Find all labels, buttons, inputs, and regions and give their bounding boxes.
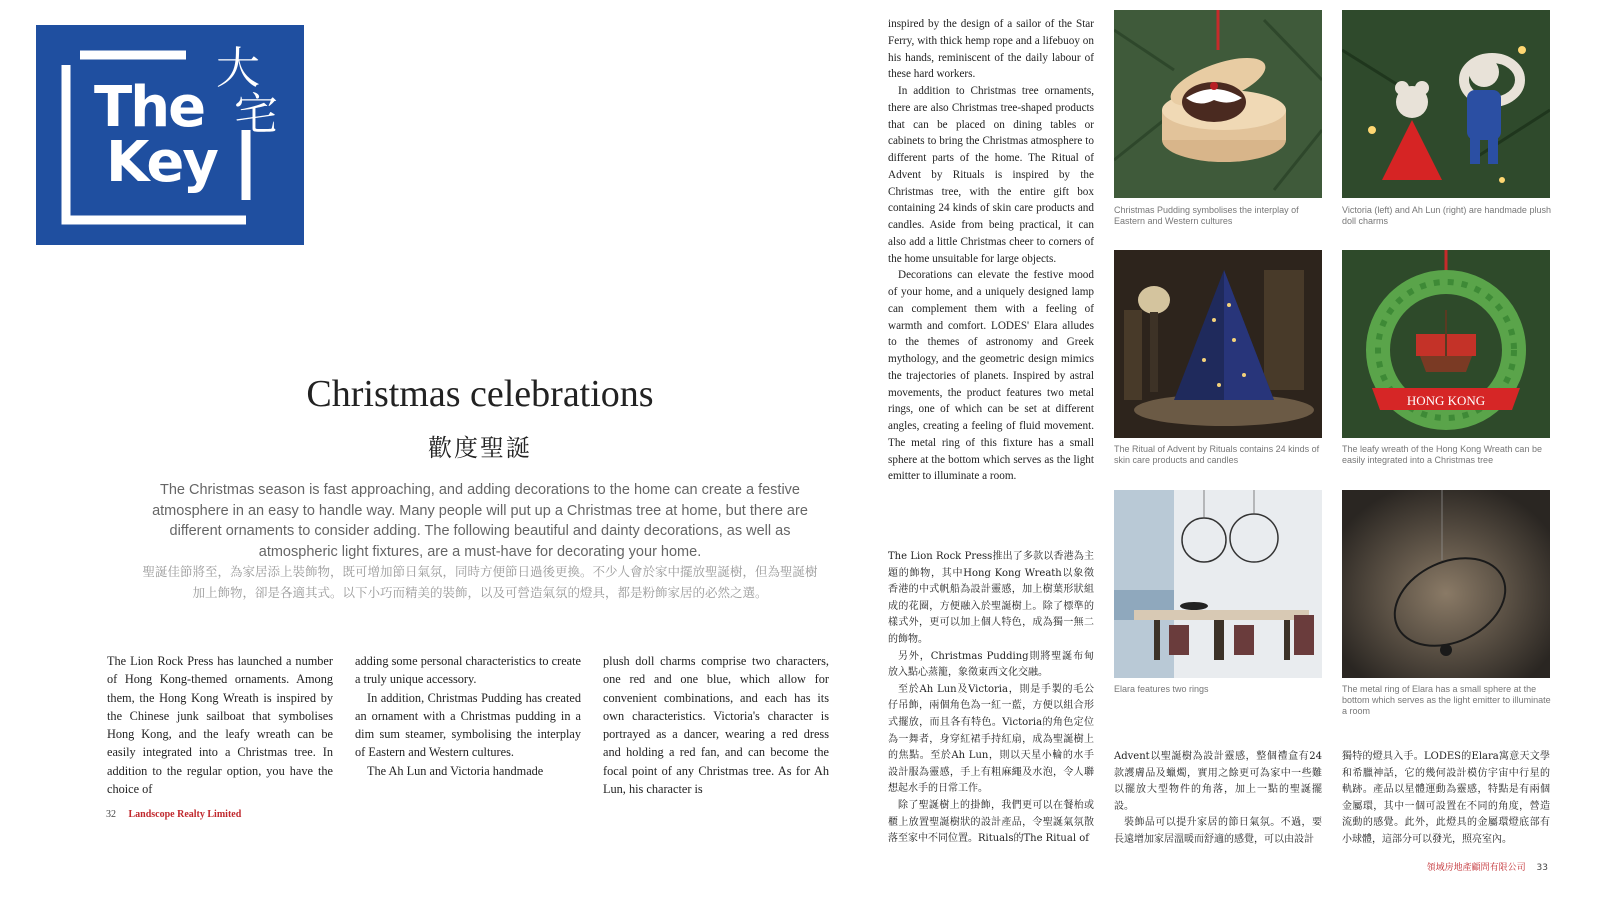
- body-paragraph: plush doll charms comprise two characters, one red and one blue, which allow for convenient combinations, and each has its own characteristics. Victoria's character is portrayed as a dancer, wearing a red dress and holding a red fan, and can become the focal point of any Christmas tree. As for Ah Lun, his character is: [603, 654, 829, 797]
- photo-hong-kong-wreath: [1342, 250, 1550, 438]
- footer-left: [106, 809, 241, 820]
- logo-text-the: The: [94, 75, 205, 140]
- body-paragraph: inspired by the design of a sailor of the Star Ferry, with thick hemp rope and a lifebuoy on his hands, reminiscent of the daily labour of these hard workers.: [888, 18, 1094, 81]
- body-paragraph-cn: 裝飾品可以提升家居的節日氣氛。不過，要長遠增加家居溫暖而舒適的感覺，可以由設計: [1114, 817, 1322, 845]
- chinese-bottom-column-1: [1114, 749, 1322, 849]
- body-paragraph-cn: 至於Ah Lun及Victoria，則是手製的毛公仔吊飾，兩個角色為一紅一藍，方便以組合形式擺放，而且各有特色。Victoria的角色定位為一舞者，身穿紅裙手持紅扇，成為聖誕樹上的焦點。至於Ah Lun，則以天星小輪的水手設計服為靈感，手上有粗麻繩及水泡，令人聯想起水手的日常工作。: [888, 683, 1094, 795]
- the-key-logo: [36, 25, 304, 245]
- photo-elara-ring-lamp: [1342, 490, 1550, 678]
- body-paragraph: In addition to Christmas tree ornaments, there are also Christmas tree-shaped products that can be placed on dining tables or cabinets to bring the Christmas atmosphere to different parts of the home. The Ritual of Advent by Rituals is inspired by the Christmas tree, with the entire gift box containing 24 kinds of skin care products and candles. Aside from being practical, it can also add a little Christmas cheer to corners of the home unsuitable for large objects.: [888, 85, 1094, 265]
- logo-text-cn-2: 宅: [234, 89, 278, 140]
- body-paragraph-cn: 另外，Christmas Pudding則將聖誕布甸放入點心蒸籠，象徵東西文化交融。: [888, 650, 1094, 679]
- body-column-1: [107, 652, 333, 798]
- body-paragraph-cn: 獨特的燈具入手。LODES的Elara寓意天文學和希臘神話，它的幾何設計模仿宇宙中行星的軌跡。產品以星體運動為靈感，特點是有兩個金屬環，其中一個可設置在不同的角度，營造流動的感覺。此外，此燈具的金屬環燈底部有小球體，這部分可以發光，照亮室內。: [1342, 751, 1550, 845]
- publisher-name: Landscope Realty Limited: [128, 809, 242, 820]
- body-paragraph: adding some personal characteristics to create a truly unique accessory.: [355, 654, 581, 687]
- photo-elara-dining: [1114, 490, 1322, 678]
- body-paragraph-cn: The Lion Rock Press推出了多款以香港為主題的飾物，其中Hong Kong Wreath以象徵香港的中式帆船為設計靈感，加上樹葉形狀組成的花圈，方便融入於聖誕樹上。除了標準的樣式外，更可以加上個人特色，成為獨一無二的飾物。: [888, 551, 1094, 645]
- article-intro: The Christmas season is fast approaching, and adding decorations to the home can create a festive atmosphere in an easy to handle way. Many people will put up a Christmas tree at home, but there are different ornaments to consider adding. The following beautiful and dainty decorations, as well as atmospheric light fixtures, are a must-have for decorating your home.: [152, 482, 808, 560]
- photo-christmas-pudding: [1114, 10, 1322, 198]
- photo-caption: Elara features two rings: [1114, 684, 1209, 694]
- body-paragraph: The Lion Rock Press has launched a number of Hong Kong-themed ornaments. Among them, the Hong Kong Wreath is inspired by the Chinese junk sailboat that symbolises Hong Kong, and the leafy wreath can be easily integrated into a Christmas tree. In addition to the regular option, you have the choice of: [107, 654, 333, 797]
- photo-plush-doll-charms: [1342, 10, 1550, 198]
- photo-caption: The leafy wreath of the Hong Kong Wreath can be easily integrated into a Christmas tree: [1342, 444, 1542, 465]
- photo-ritual-of-advent: [1114, 250, 1322, 438]
- photo-caption: The Ritual of Advent by Rituals contains 24 kinds of skin care products and candles: [1114, 444, 1320, 465]
- logo-text-cn-1: 大: [216, 43, 260, 94]
- publisher-name-cn: 領域房地產顧問有限公司: [1426, 863, 1526, 873]
- chinese-bottom-column-2: [1342, 749, 1550, 849]
- page-number-left: 32: [106, 809, 116, 820]
- photo-caption: Victoria (left) and Ah Lun (right) are handmade plush doll charms: [1342, 205, 1551, 226]
- footer-right: [1427, 860, 1548, 873]
- body-paragraph-cn: Advent以聖誕樹為設計靈感，整個禮盒有24款護膚品及蠟燭，實用之餘更可為家中一些難以擺放大型物件的角落，加上一點的聖誕擺設。: [1114, 751, 1322, 812]
- article-title: Christmas celebrations: [306, 373, 654, 415]
- article-intro-cn: 聖誕佳節將至，為家居添上裝飾物，既可增加節日氣氛，同時方便節日過後更換。不少人會於家中擺放聖誕樹，但為聖誕樹加上飾物，卻是各適其式。以下小巧而精美的裝飾，以及可營造氣氛的燈具，都是粉飾家居的必然之選。: [142, 564, 818, 600]
- body-paragraph-cn: 除了聖誕樹上的掛飾，我們更可以在餐枱或櫃上放置聖誕樹狀的設計產品，令聖誕氣氛散落至家中不同位置。Rituals的The Ritual of: [888, 799, 1094, 845]
- body-column-3: [603, 652, 829, 798]
- right-english-column: [888, 16, 1094, 485]
- page-number-right: 33: [1536, 863, 1548, 873]
- body-paragraph: In addition, Christmas Pudding has created an ornament with a Christmas pudding in a dim sum steamer, symbolising the interplay of Eastern and Western cultures.: [355, 690, 581, 760]
- photo-caption: Christmas Pudding symbolises the interplay of Eastern and Western cultures: [1114, 205, 1299, 226]
- article-title-cn: 歡度聖誕: [428, 434, 532, 462]
- logo-text-key: Key: [106, 130, 217, 195]
- body-column-2: [355, 652, 581, 780]
- right-chinese-column: [888, 549, 1094, 848]
- photo-caption: The metal ring of Elara has a small sphere at the bottom which serves as the light emitter to illuminate a room: [1342, 684, 1551, 716]
- body-paragraph: Decorations can elevate the festive mood of your home, and a uniquely designed lamp can complement them with a feeling of warmth and comfort. LODES' Elara alludes to the themes of astronomy and Greek mythology, and the geometric design mimics the trajectories of planets. Inspired by astral movements, the product features two metal rings, one of which can be set at different angles, creating a feeling of fluid movement. The metal ring of this fixture has a small sphere at the bottom which serves as the light emitter to illuminate a room.: [888, 269, 1094, 483]
- wreath-banner-text: HONG KONG: [1406, 393, 1486, 408]
- body-paragraph: The Ah Lun and Victoria handmade: [367, 763, 544, 778]
